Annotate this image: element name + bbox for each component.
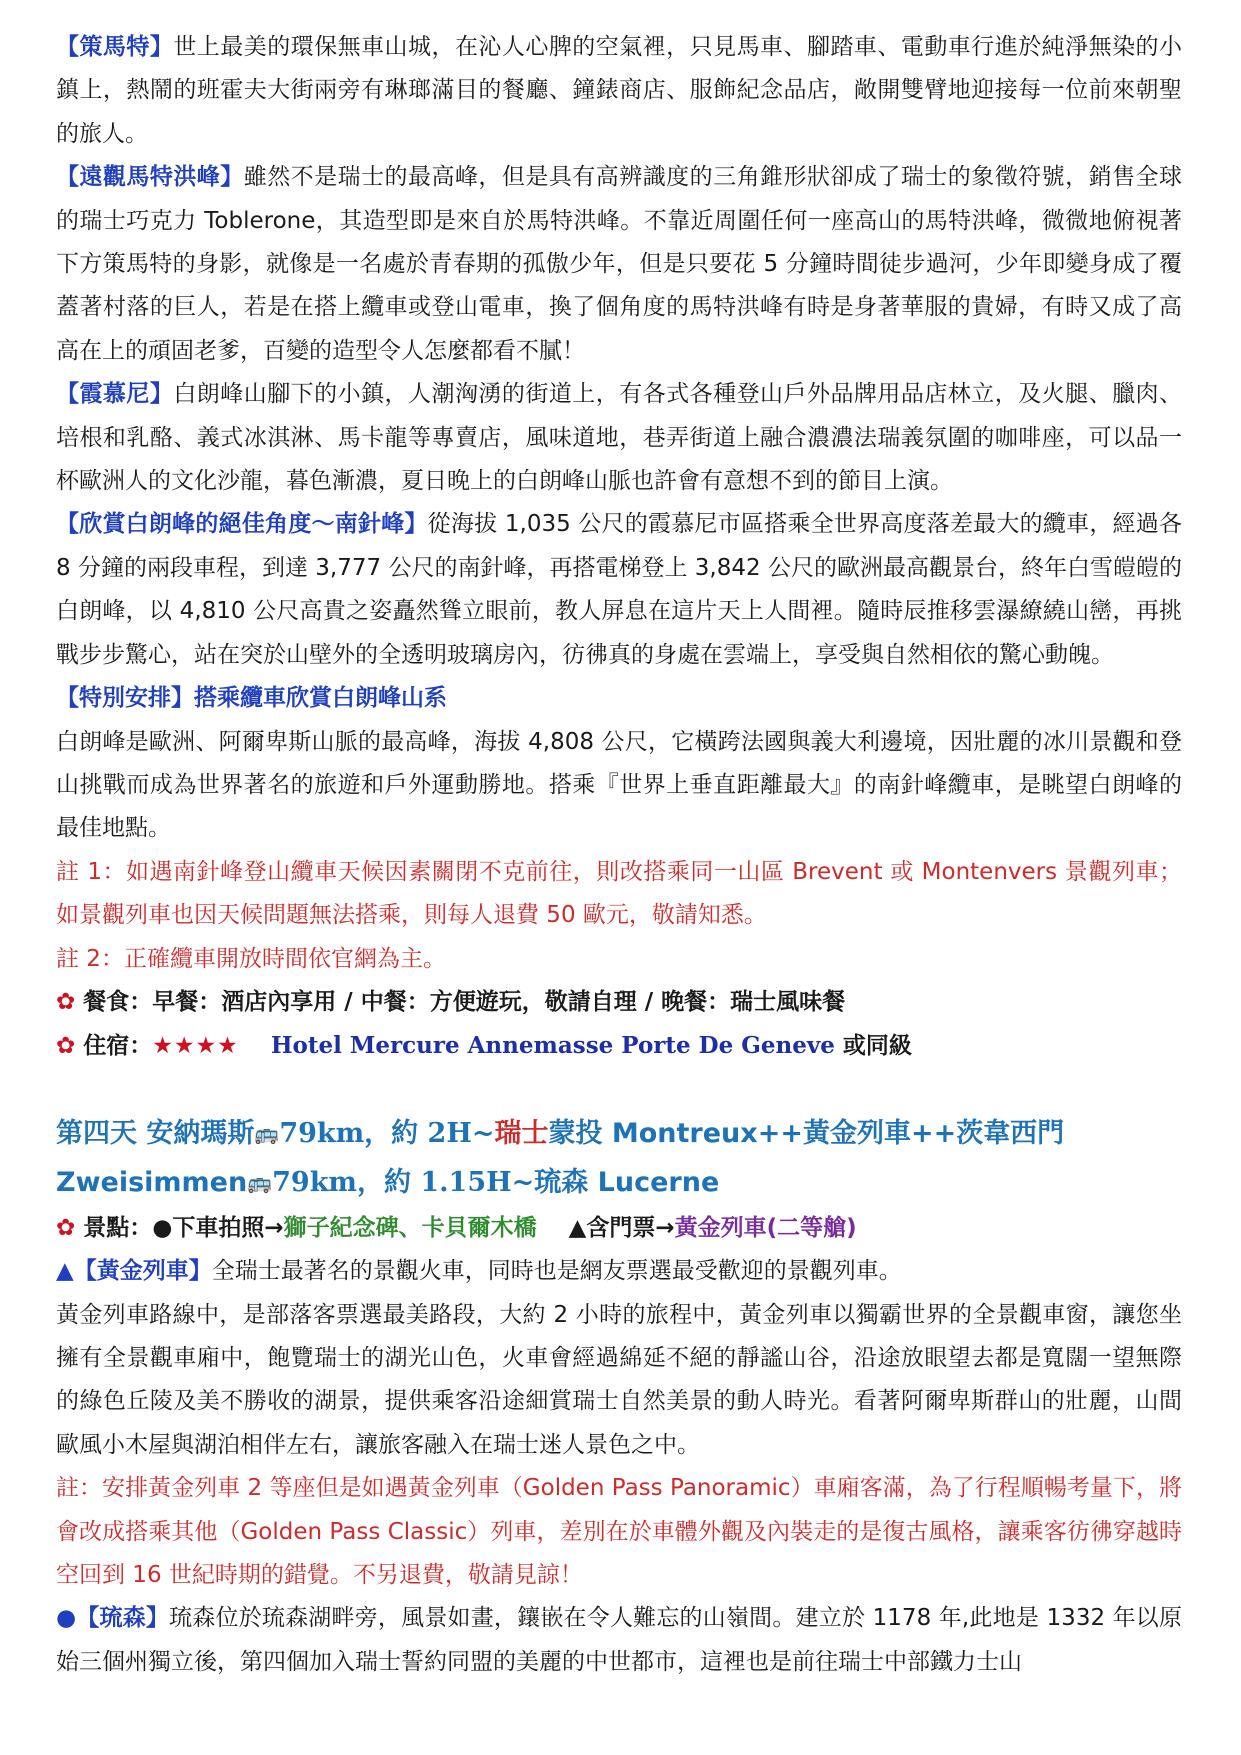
lucerne-paragraph — [56, 1597, 1182, 1684]
special-title: 【特別安排】搭乘纜車欣賞白朗峰山系 — [56, 685, 447, 712]
golden-title: ▲【黃金列車】 — [56, 1258, 212, 1285]
chamonix-title: 【霞慕尼】 — [56, 381, 174, 408]
golden-intro-line — [56, 1250, 1182, 1293]
aiguille-title: 【欣賞白朗峰的絕佳角度～南針峰】 — [56, 511, 428, 538]
lodging-label: 住宿： — [83, 1033, 153, 1060]
meals-text: 餐食：早餐：酒店內享用 / 中餐：方便遊玩，敬請自理 / 晚餐：瑞士風味餐 — [83, 988, 846, 1015]
hotel-name: Hotel Mercure Annemasse Porte De Geneve — [270, 1032, 835, 1060]
matterhorn-text: 雖然不是瑞士的最高峰，但是具有高辨識度的三角錐形狀卻成了瑞士的象徵符號，銷售全球的瑞士巧克力 Toblerone，其造型即是來自於馬特洪峰。不靠近周圍任何一座高山的馬特洪峰，微微地俯視著下方策馬特的身影，就像是一名處於青春期的孤傲少年，但是只要花 5 分鐘時間徒步過河，少年即變身成了覆蓋著村落的巨人，若是在搭上纜車或登山電車，換了個角度的馬特洪峰有時是身著華服的貴婦，有時又成了高高在上的頑固老爹，百變的造型令人怎麼都看不膩！ — [56, 164, 1183, 364]
golden-intro: 全瑞士最著名的景觀火車，同時也是網友票選最受歡迎的景觀列車。 — [211, 1258, 902, 1285]
zermatt-paragraph — [56, 26, 1182, 156]
day4-title-e: 79km，約 1.15H~ — [272, 1166, 535, 1198]
aiguille-text: 從海拔 1,035 公尺的霞慕尼市區搭乘全世界高度落差最大的纜車，經過各 8 分鐘的兩段車程，到達 3,777 公尺的南針峰，再搭電梯登上 3,842 公尺的歐洲最高觀景台，終年白雪皚皚的白朗峰，以 4,810 公尺高貴之姿矗然聳立眼前，教人屏息在這片天上人間裡。隨時辰推移雲瀑繚繞山巒，再挑戰步步驚心，站在突於山壁外的全透明玻璃房內，彷彿真的身處在雲端上，享受與自然相依的驚心動魄。 — [56, 511, 1183, 668]
lodging-line — [56, 1024, 1182, 1068]
day4-title-line1 — [56, 1109, 1182, 1158]
golden-text: 黃金列車路線中，是部落客票選最美路段，大約 2 小時的旅程中，黃金列車以獨霸世界的全景觀車窗，讓您坐擁有全景觀車廂中，飽覽瑞士的湖光山色，火車會經過綿延不絕的靜謐山谷，沿途放眼望去都是寬闊一望無際的綠色丘陵及美不勝收的湖景，提供乘客沿途細賞瑞士自然美景的動人時光。看著阿爾卑斯群山的壯麗，山間歐風小木屋與湖泊相伴左右，讓旅客融入在瑞士迷人景色之中。 — [56, 1301, 1182, 1458]
day4-title-line2 — [56, 1158, 1182, 1207]
zermatt-title: 【策馬特】 — [56, 34, 174, 60]
special-text: 白朗峰是歐洲、阿爾卑斯山脈的最高峰，海拔 4,808 公尺，它橫跨法國與義大利邊境，因壯麗的冰川景觀和登山挑戰而成為世界著名的旅遊和戶外運動勝地。搭乘『世界上垂直距離最大』的南針峰纜車，是眺望白朗峰的最佳地點。 — [56, 728, 1182, 842]
lodging-suffix: 或同級 — [842, 1033, 912, 1060]
sights-photo-places: 獅子紀念碑、卡貝爾木橋 — [283, 1214, 537, 1241]
sights-label: 景點： — [83, 1214, 153, 1241]
day4-title-d: Zweisimmen — [56, 1166, 248, 1198]
lucerne-title: ●【琉森】 — [56, 1605, 170, 1632]
note-1: 註 1：如遇南針峰登山纜車天候因素關閉不克前往，則改搭乘同一山區 Brevent 或 Montenvers 景觀列車；如景觀列車也因天候問題無法搭乘，則每人退費 50 歐元，敬請知悉。 — [56, 858, 1182, 929]
bus-icon: 🚌 — [247, 1169, 273, 1194]
sights-ticket: ▲含門票→ — [568, 1214, 675, 1241]
day4-title-a: 第四天 安納瑪斯 — [56, 1117, 255, 1149]
day4-title-red: 瑞士 — [494, 1117, 549, 1149]
meals-line — [56, 981, 1182, 1024]
day4-title-f: 琉森 Lucerne — [534, 1166, 720, 1198]
flower-icon: ✿ — [56, 988, 76, 1015]
sights-ticket-places: 黃金列車(二等艙) — [674, 1214, 857, 1241]
lucerne-text: 琉森位於琉森湖畔旁，風景如畫，鑲嵌在令人難忘的山嶺間。建立於 1178 年,此地是 1332 年以原始三個州獨立後，第四個加入瑞士誓約同盟的美麗的中世都市，這裡也是前往瑞士中部鐵力士山 — [56, 1605, 1183, 1675]
zermatt-text: 世上最美的環保無車山城，在沁人心脾的空氣裡，只見馬車、腳踏車、電動車行進於純淨無染的小鎮上，熱鬧的班霍夫大街兩旁有琳瑯滿目的餐廳、鐘錶商店、服飾紀念品店，敞開雙臂地迎接每一位前來朝聖的旅人。 — [56, 34, 1183, 147]
flower-icon: ✿ — [56, 1214, 76, 1241]
day4-title-b: 79km，約 2H~ — [279, 1117, 495, 1149]
bus-icon: 🚌 — [254, 1120, 280, 1145]
note-2: 註 2：正確纜車開放時間依官網為主。 — [56, 945, 446, 972]
star-rating: ★★★★ — [152, 1033, 239, 1060]
day4-title-c: 蒙投 Montreux++黃金列車++茨韋西門 — [548, 1117, 1065, 1149]
matterhorn-paragraph — [56, 156, 1182, 373]
flower-icon: ✿ — [56, 1033, 76, 1060]
sights-photo: ●下車拍照→ — [152, 1214, 284, 1241]
chamonix-paragraph — [56, 373, 1182, 503]
golden-note: 註：安排黃金列車 2 等座但是如遇黃金列車（Golden Pass Panoramic）車廂客滿，為了行程順暢考量下，將會改成搭乘其他（Golden Pass Classic）列車，差別在於車體外觀及內裝走的是復古風格，讓乘客彷彿穿越時空回到 16 世紀時期的錯覺。不另退費，敬請見諒！ — [56, 1475, 1182, 1588]
matterhorn-title: 【遠觀馬特洪峰】 — [56, 164, 244, 191]
chamonix-text: 白朗峰山腳下的小鎮，人潮洶湧的街道上，有各式各種登山戶外品牌用品店林立，及火腿、臘肉、培根和乳酪、義式冰淇淋、馬卡龍等專賣店，風味道地，巷弄街道上融合濃濃法瑞義氛圍的咖啡座，可以品一杯歐洲人的文化沙龍，暮色漸濃，夏日晚上的白朗峰山脈也許會有意想不到的節目上演。 — [56, 381, 1183, 495]
document-page — [56, 26, 1182, 1684]
aiguille-paragraph — [56, 503, 1182, 677]
sights-line — [56, 1207, 1182, 1250]
